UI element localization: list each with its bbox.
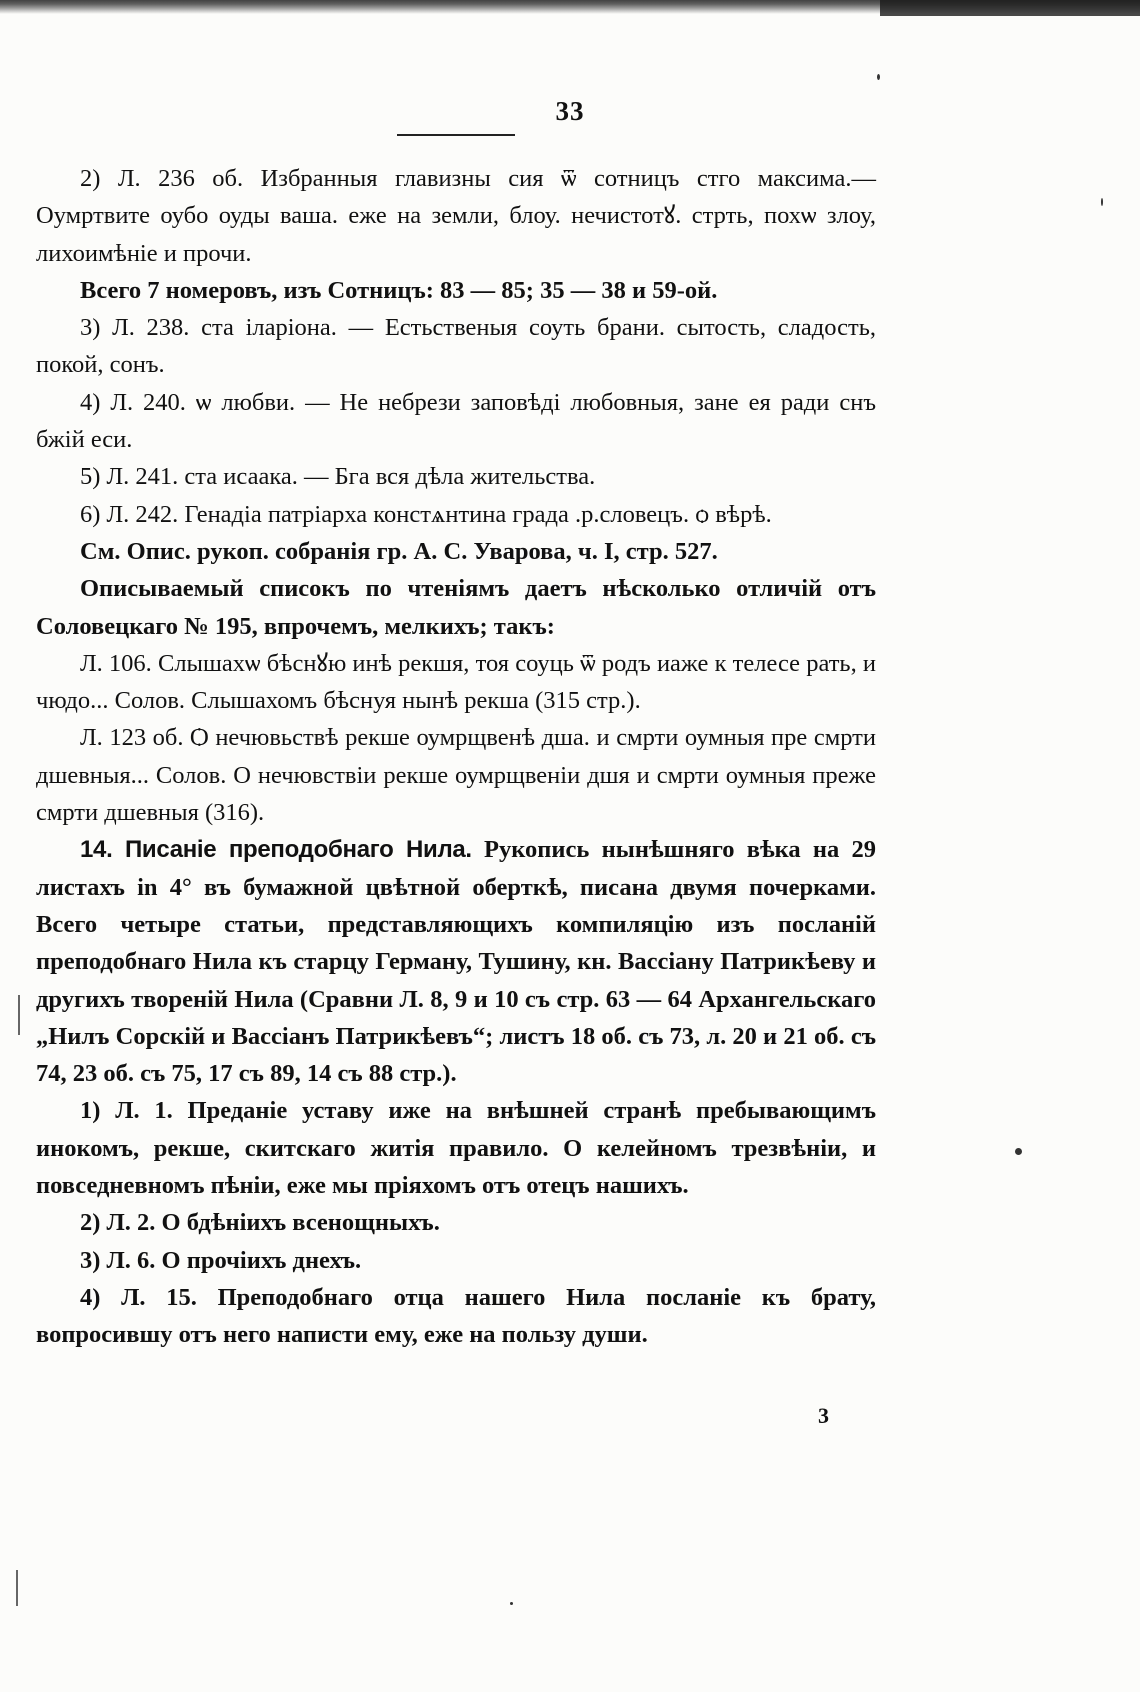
- paragraph-item-14-2: 2) Л. 2. О бдѣніихъ всенощныхъ.: [80, 1209, 440, 1237]
- paragraph-section-14: [36, 831, 876, 1092]
- page-number: 33: [555, 96, 585, 126]
- paragraph-item-14-4: 4) Л. 15. Преподобнаго отца нашего Нила посланіе къ брату, вопросившу отъ него написти ему, еже на пользу души.: [36, 1283, 876, 1349]
- paragraph-variant-123: Л. 123 об. Ѻ нечювьствѣ рекше оумрщвенѣ дша. и смрти оумныя пре смрти дшевныя... Солов. О нечювствіи рекше оумрщвеніи дшя и смрти оумныя преже смрти дшевныя (316).: [36, 724, 876, 827]
- scan-speck: [1101, 198, 1103, 206]
- paragraph-item-3: 3) Л. 238. ста іларіона. — Естьственыя соуть брани. сытость, сладость, покой, сонъ.: [36, 314, 876, 379]
- paragraph-variant-106: Л. 106. Слышахѡ бѣснꙋю инѣ рекшя, тоя соуць ѿ родъ иаже к телесе рать, и чюдо... Солов. Слышахомъ бѣснуя нынѣ рекша (315 стр.).: [36, 649, 876, 715]
- page-number-rule: [397, 134, 515, 136]
- paragraph-reference: См. Опис. рукоп. собранія гр. А. С. Уварова, ч. I, стр. 527.: [80, 537, 718, 565]
- scan-top-edge-shadow: [880, 0, 1140, 16]
- scan-margin-mark: [16, 1570, 18, 1606]
- section-14-text: Рукопись нынѣшняго вѣка на 29 листахъ in 4° въ бумажной цвѣтной оберткѣ, писана двумя почерками. Всего четыре статьи, представляющихъ компиляцію изъ посланій преподобнаго Нила къ старцу Герману, Тушину, кн. Вассіану Патрикѣеву и другихъ твореній Нила (Сравни Л. 8, 9 и 10 съ стр. 63 — 64 Архангельскаго „Нилъ Сорскій и Вассіанъ Патрикѣевъ“; листъ 18 об. съ 73, л. 20 и 21 об. съ 74, 23 об. съ 75, 17 съ 89, 14 съ 88 стр.).: [36, 836, 877, 1088]
- scan-speck: [1015, 1148, 1022, 1155]
- section-heading: 14. Писаніе преподобнаго Нила.: [80, 836, 472, 864]
- paragraph-item-5: 5) Л. 241. ста исаака. — Бга вся дѣла жительства.: [80, 463, 596, 491]
- scan-speck: [877, 74, 880, 80]
- paragraph-item-count: Всего 7 номеровъ, изъ Сотницъ: 83 — 85; 35 — 38 и 59-ой.: [80, 276, 718, 304]
- scan-margin-mark: [18, 995, 20, 1035]
- folio-signature: 3: [818, 1403, 829, 1428]
- scan-speck: [510, 1602, 513, 1605]
- paragraph-item-14-3: 3) Л. 6. О прочіихъ днехъ.: [80, 1246, 362, 1274]
- paragraph-item-6: 6) Л. 242. Генадіа патріарха констѧнтина града .р.словецъ. ѻ вѣрѣ.: [80, 500, 772, 528]
- paragraph-item-14-1: 1) Л. 1. Преданіе уставу иже на внѣшней странѣ пребывающимъ инокомъ, рекше, скитскаго житія правило. О келейномъ трезвѣніи, и повседневномъ пѣніи, еже мы пріяхомъ отъ отецъ нашихъ.: [36, 1097, 876, 1200]
- paragraph-item-4: 4) Л. 240. ѡ любви. — Не небрези заповѣді любовныя, зане ея ради снъ бжій еси.: [36, 388, 876, 454]
- paragraph-description: Описываемый списокъ по чтеніямъ даетъ нѣсколько отличій отъ Соловецкаго № 195, впрочемъ, мелкихъ; такъ:: [36, 575, 876, 640]
- paragraph-item-1: 2) Л. 236 об. Избранныя главизны сия ѿ сотницъ стго максима.— Оумртвите оубо оуды ваша. еже на земли, блоу. нечистотꙋ. стрть, похѡ злоу, лихоимѣніе и прочи.: [36, 165, 876, 267]
- page-body: [36, 160, 876, 1354]
